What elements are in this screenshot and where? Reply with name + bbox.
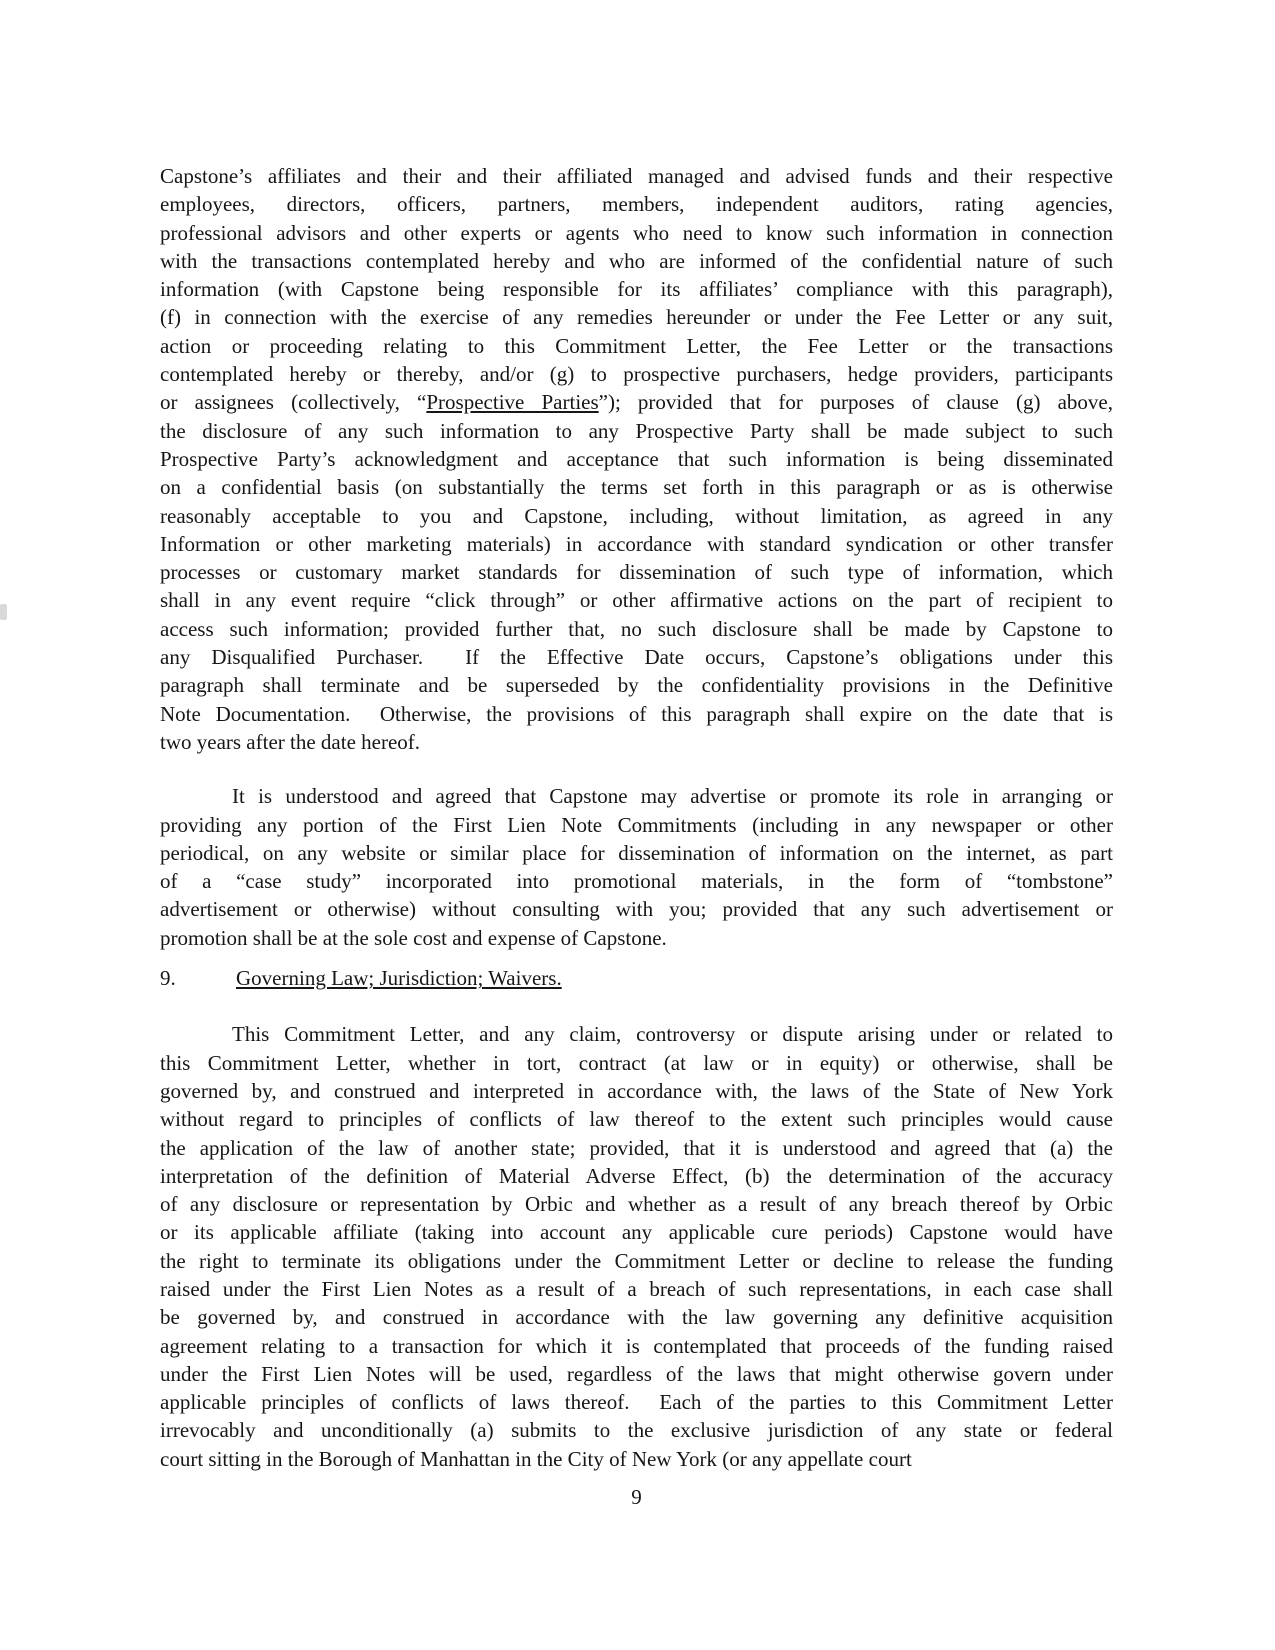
text-line: professional advisors and other experts or agents who need to know such information in connection [160,220,1113,245]
text-line: of a “case study” incorporated into promotional materials, in the form of “tombstone” [160,869,1113,894]
text-line: promotion shall be at the sole cost and expense of Capstone. [160,925,667,950]
text-line: raised under the First Lien Notes as a result of a breach of such representations, in each case shall [160,1276,1113,1301]
text-line: shall in any event require “click through” or other affirmative actions on the part of recipient to [160,588,1113,613]
text-line: two years after the date hereof. [160,729,421,754]
text-line: reasonably acceptable to you and Capstone, including, without limitation, as agreed in any [160,503,1113,528]
text-line: agreement relating to a transaction for which it is contemplated that proceeds of the funding raised [160,1333,1113,1358]
text-line: It is understood and agreed that Capstone may advertise or promote its role in arranging or [232,784,1113,809]
text-line: advertisement or otherwise) without consulting with you; provided that any such advertisement or [160,897,1113,922]
text-line: employees, directors, officers, partners, members, independent auditors, rating agencies, [160,192,1113,217]
section-9-governing-law-heading [160,964,1113,992]
text-line: the application of the law of another state; provided, that it is understood and agreed that (a) the [160,1135,1113,1160]
text-line: under the First Lien Notes will be used, regardless of the laws that might otherwise govern under [160,1361,1113,1386]
text-line: periodical, on any website or similar place for dissemination of information on the internet, as part [160,840,1113,865]
text-line: Capstone’s affiliates and their and their affiliated managed and advised funds and their respective [160,164,1113,188]
text-line: action or proceeding relating to this Commitment Letter, the Fee Letter or the transactions [160,333,1113,358]
text-line: interpretation of the definition of Material Adverse Effect, (b) the determination of the accuracy [160,1163,1113,1188]
text-line: processes or customary market standards for dissemination of such type of information, which [160,560,1113,585]
text-line: or its applicable affiliate (taking into account any applicable cure periods) Capstone would have [160,1220,1113,1245]
text-line: providing any portion of the First Lien Note Commitments (including in any newspaper or other [160,812,1113,837]
page-number: 9 [631,1485,642,1509]
text-line: access such information; provided further that, no such disclosure shall be made by Capstone to [160,616,1113,641]
text-line: contemplated hereby or thereby, and/or (g) to prospective purchasers, hedge providers, participants [160,362,1113,387]
text-line: be governed by, and construed in accordance with the law governing any definitive acquisition [160,1305,1113,1330]
text-line: Note Documentation. Otherwise, the provisions of this paragraph shall expire on the date that is [160,701,1113,726]
text-line: paragraph shall terminate and be superseded by the confidentiality provisions in the Definitive [160,673,1113,698]
text-line: this Commitment Letter, whether in tort, contract (at law or in equity) or otherwise, shall be [160,1050,1113,1075]
text-line: the disclosure of any such information to any Prospective Party shall be made subject to such [160,418,1113,443]
section-title: Governing Law; Jurisdiction; Waivers. [236,966,562,991]
text-line: governed by, and construed and interpreted in accordance with, the laws of the State of New York [160,1078,1113,1103]
text-line: information (with Capstone being responsible for its affiliates’ compliance with this paragraph), [160,277,1113,302]
text-line: with the transactions contemplated hereby and who are informed of the confidential nature of such [160,248,1113,273]
text-line: irrevocably and unconditionally (a) submits to the exclusive jurisdiction of any state or federal [160,1418,1113,1443]
text-line: court sitting in the Borough of Manhattan in the City of New York (or any appellate court [160,1446,912,1471]
text-line: (f) in connection with the exercise of any remedies hereunder or under the Fee Letter or any suit, [160,305,1113,330]
text-line: the right to terminate its obligations under the Commitment Letter or decline to release the funding [160,1248,1113,1273]
scan-artifact-mark [0,604,7,620]
text-line: applicable principles of conflicts of laws thereof. Each of the parties to this Commitment Letter [160,1390,1113,1415]
text-line: or assignees (collectively, “Prospective Parties”); provided that for purposes of clause (g) above, [160,390,1113,415]
document-body [160,0,1113,1473]
text-line: Prospective Party’s acknowledgment and acceptance that such information is being disseminated [160,446,1113,471]
text-line: any Disqualified Purchaser. If the Effective Date occurs, Capstone’s obligations under this [160,645,1113,670]
confidentiality-paragraph-continuation [160,162,1113,756]
text-line: without regard to principles of conflicts of law thereof to the extent such principles would cause [160,1107,1113,1132]
text-line: This Commitment Letter, and any claim, controversy or dispute arising under or related to [232,1022,1113,1047]
governing-law-paragraph [160,1020,1113,1473]
text-line: of any disclosure or representation by Orbic and whether as a result of any breach thereof by Orbic [160,1192,1113,1217]
advertising-paragraph [160,782,1113,952]
text-line: on a confidential basis (on substantially the terms set forth in this paragraph or as is otherwise [160,475,1113,500]
section-number: 9. [160,966,176,991]
text-line: Information or other marketing materials) in accordance with standard syndication or other transfer [160,531,1113,556]
